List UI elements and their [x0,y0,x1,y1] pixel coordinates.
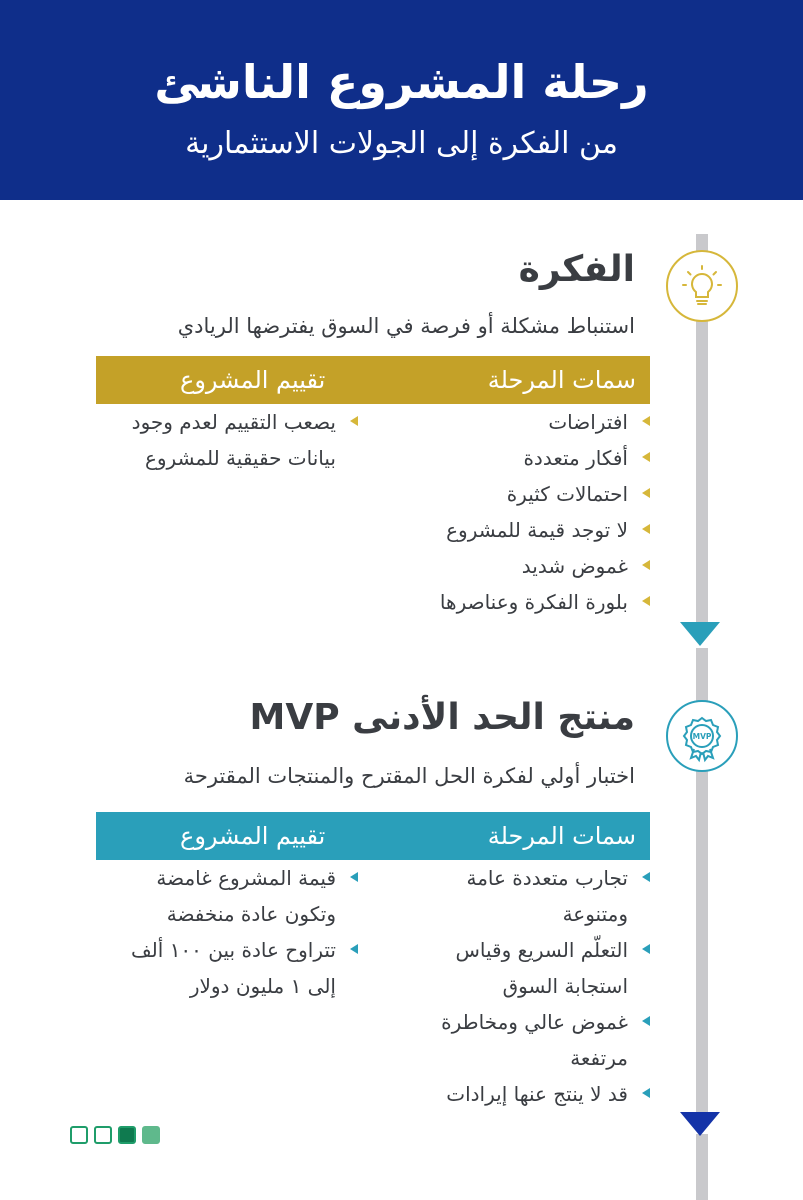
evaluation-list [128,404,358,476]
bullet-icon [350,416,358,426]
bullet-icon [350,944,358,954]
stage-header-bar [96,812,650,860]
list-item: قيمة المشروع غامضة وتكون عادة منخفضة [128,860,358,932]
page-subtitle: من الفكرة إلى الجولات الاستثمارية [185,126,618,161]
mvp-badge-label: MVP [692,732,712,741]
list-item: احتمالات كثيرة [400,476,650,512]
page-indicator [70,1126,170,1148]
bullet-icon [642,596,650,606]
traits-heading: سمات المرحلة [487,366,636,394]
list-item: يصعب التقييم لعدم وجود بيانات حقيقية للمشروع [128,404,358,476]
stage-description: استنباط مشكلة أو فرصة في السوق يفترضها الريادي [177,314,635,338]
stage-title: منتج الحد الأدنى MVP [249,697,635,738]
page-dot-active [118,1126,136,1144]
bullet-icon [642,1016,650,1026]
list-item: لا توجد قيمة للمشروع [400,512,650,548]
page-dot [94,1126,112,1144]
evaluation-list [128,860,358,1004]
page-dot [70,1126,88,1144]
timeline-arrow-icon [680,1112,720,1136]
evaluation-heading: تقييم المشروع [180,366,326,394]
list-item: غموض شديد [400,548,650,584]
mvp-badge-icon [666,700,738,772]
traits-list [400,404,650,620]
list-item: بلورة الفكرة وعناصرها [400,584,650,620]
timeline-line [696,1134,708,1200]
stage-title: الفكرة [518,249,635,290]
stage-description: اختبار أولي لفكرة الحل المقترح والمنتجات المقترحة [183,764,635,788]
bullet-icon [642,524,650,534]
bullet-icon [642,416,650,426]
list-item: قد لا ينتج عنها إيرادات [400,1076,650,1112]
evaluation-heading: تقييم المشروع [180,822,326,850]
list-item: تجارب متعددة عامة ومتنوعة [400,860,650,932]
list-item: أفكار متعددة [400,440,650,476]
bullet-icon [642,452,650,462]
header-banner [0,0,803,200]
page-dot-active [142,1126,160,1144]
traits-heading: سمات المرحلة [487,822,636,850]
bullet-icon [642,944,650,954]
bullet-icon [642,488,650,498]
page-title: رحلة المشروع الناشئ [154,55,649,109]
list-item: تتراوح عادة بين ١٠٠ ألف إلى ١ مليون دولار [128,932,358,1004]
list-item: التعلّم السريع وقياس استجابة السوق [400,932,650,1004]
traits-list [400,860,650,1112]
lightbulb-icon [666,250,738,322]
timeline-arrow-icon [680,622,720,646]
bullet-icon [642,1088,650,1098]
stage-header-bar [96,356,650,404]
bullet-icon [350,872,358,882]
bullet-icon [642,872,650,882]
list-item: غموض عالي ومخاطرة مرتفعة [400,1004,650,1076]
list-item: افتراضات [400,404,650,440]
bullet-icon [642,560,650,570]
